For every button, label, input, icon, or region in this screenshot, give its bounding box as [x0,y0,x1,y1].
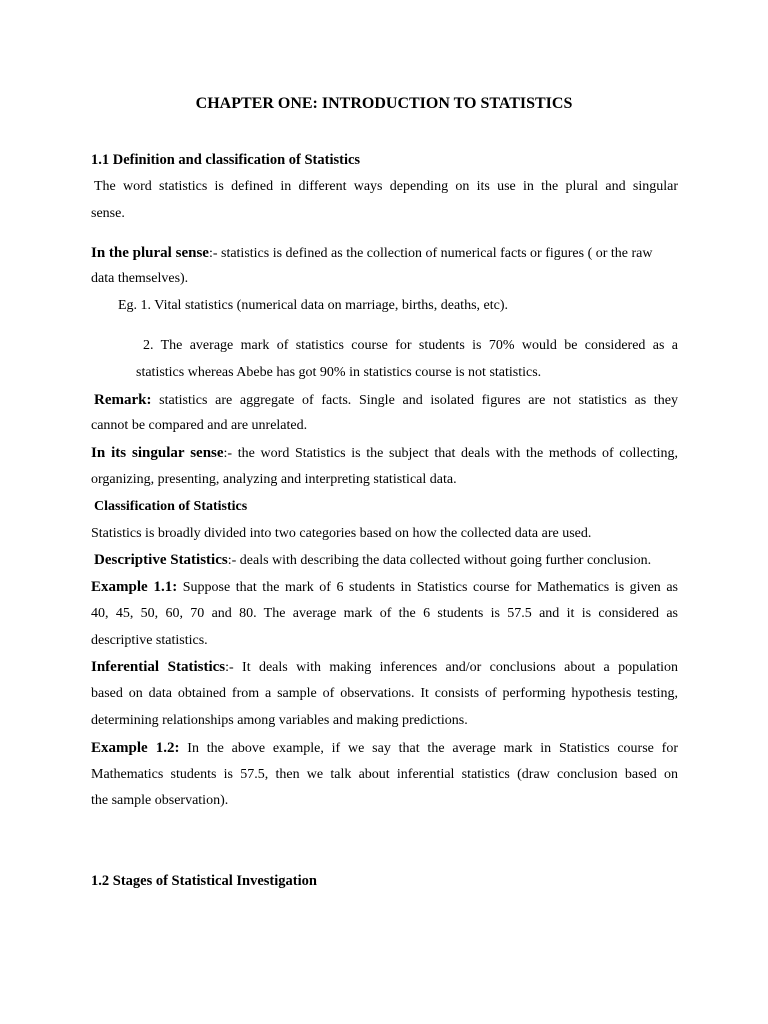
example-vital-statistics: Eg. 1. Vital statistics (numerical data on marriage, births, deaths, etc). [118,298,509,313]
example-average-mark-line-2: statistics whereas Abebe has got 90% in statistics course is not statistics. [136,365,542,380]
intro-line-2: sense. [91,206,125,221]
example-1-1-line-1: Example 1.1: Suppose that the mark of 6 students in Statistics course for Mathematics is given as [91,579,678,595]
descriptive-statistics-line: Descriptive Statistics:- deals with describing the data collected without going further conclusion. [94,552,652,568]
intro-line-1: The word statistics is defined in different ways depending on its use in the plural and singular [94,179,678,194]
section-1-1-heading: 1.1 Definition and classification of Statistics [91,152,361,168]
classification-heading: Classification of Statistics [94,499,248,514]
singular-sense-line-1: In its singular sense:- the word Statistics is the subject that deals with the methods of collecting, [91,445,678,461]
example-1-1-line-2: 40, 45, 50, 60, 70 and 80. The average mark of the 6 students is 57.5 and it is considered as [91,606,678,621]
example-1-2-line-3: the sample observation). [91,793,229,808]
section-1-2-heading: 1.2 Stages of Statistical Investigation [91,873,317,889]
plural-sense-term: In the plural sense [91,245,209,261]
singular-sense-term: In its singular sense [91,445,224,461]
example-1-1-term: Example 1.1: [91,579,178,595]
inferential-statistics-term: Inferential Statistics [91,659,226,675]
classification-text: Statistics is broadly divided into two categories based on how the collected data are used. [91,526,592,541]
example-1-1-line-3: descriptive statistics. [91,633,208,648]
plural-sense-line-2: data themselves). [91,271,189,286]
singular-sense-line-2: organizing, presenting, analyzing and interpreting statistical data. [91,472,457,487]
descriptive-statistics-term: Descriptive Statistics [94,552,228,568]
inferential-statistics-line-2: based on data obtained from a sample of observations. It consists of performing hypothesis testing, [91,686,678,701]
example-1-2-term: Example 1.2: [91,740,180,756]
remark-line-2: cannot be compared and are unrelated. [91,418,308,433]
example-1-2-line-2: Mathematics students is 57.5, then we talk about inferential statistics (draw conclusion based on [91,767,678,782]
chapter-title: CHAPTER ONE: INTRODUCTION TO STATISTICS [195,95,573,112]
remark-term: Remark: [94,392,152,408]
example-average-mark-line-1: 2. The average mark of statistics course for students is 70% would be considered as a [143,338,678,353]
plural-sense-line-1: In the plural sense:- statistics is defined as the collection of numerical facts or figures ( or the raw [91,245,653,261]
example-1-2-line-1: Example 1.2: In the above example, if we say that the average mark in Statistics course for [91,740,678,756]
inferential-statistics-line-3: determining relationships among variables and making predictions. [91,713,468,728]
remark-line-1: Remark: statistics are aggregate of facts. Single and isolated figures are not statistics as they [94,392,678,408]
inferential-statistics-line-1: Inferential Statistics:- It deals with making inferences and/or conclusions about a population [91,659,679,675]
